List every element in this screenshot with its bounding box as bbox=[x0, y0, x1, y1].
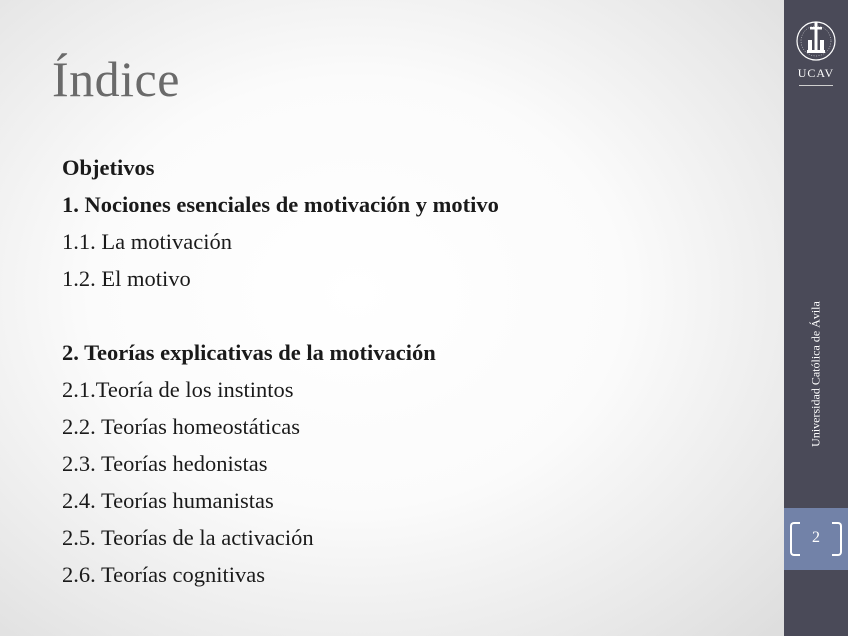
university-crest-icon bbox=[793, 14, 839, 94]
logo-text: UCAV bbox=[797, 66, 835, 80]
list-item: 1.1. La motivación bbox=[62, 229, 232, 254]
list-item: 2. Teorías explicativas de la motivación bbox=[62, 340, 436, 365]
slide-title: Índice bbox=[52, 51, 180, 107]
list-item: 2.4. Teorías humanistas bbox=[62, 488, 274, 513]
list-item: 2.6. Teorías cognitivas bbox=[62, 562, 265, 587]
list-item: 1.2. El motivo bbox=[62, 266, 191, 291]
page-number-box bbox=[784, 508, 848, 570]
list-item: Objetivos bbox=[62, 155, 155, 180]
sidebar bbox=[784, 0, 848, 636]
page-number: 2 bbox=[812, 529, 820, 546]
list-item: 2.1.Teoría de los instintos bbox=[62, 377, 294, 402]
list-item: 2.2. Teorías homeostáticas bbox=[62, 414, 300, 439]
list-item: 2.3. Teorías hedonistas bbox=[62, 451, 268, 476]
list-spacer bbox=[62, 301, 762, 338]
list-item: 1. Nociones esenciales de motivación y motivo bbox=[62, 192, 499, 217]
university-name: Universidad Católica de Ávila bbox=[808, 301, 823, 447]
logo-subtext bbox=[784, 83, 848, 88]
index-list bbox=[62, 153, 762, 597]
list-item: 2.5. Teorías de la activación bbox=[62, 525, 314, 550]
